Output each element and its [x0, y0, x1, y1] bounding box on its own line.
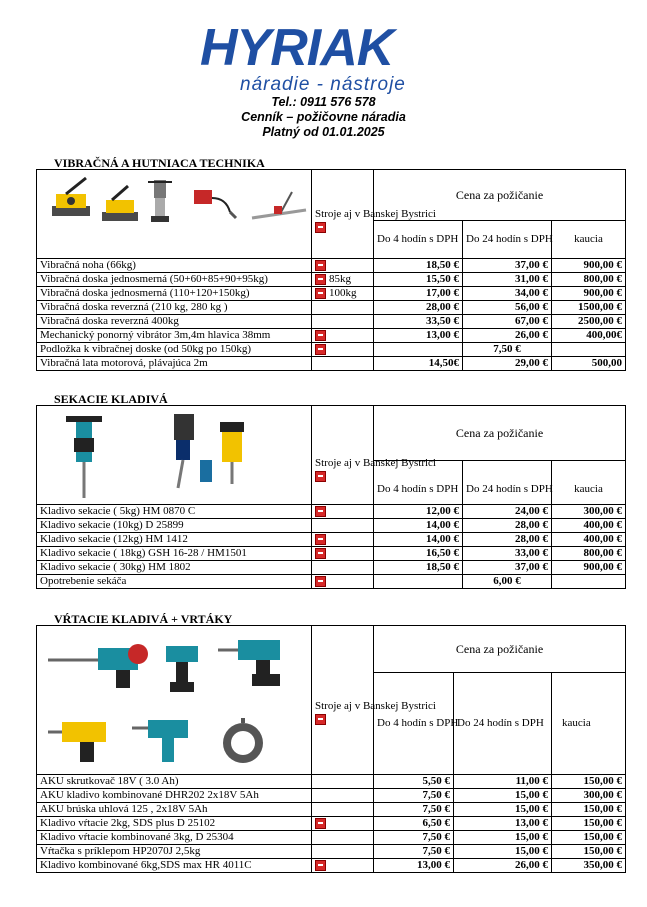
item-name: Vibračná lata motorová, plávajúca 2m	[37, 357, 312, 371]
price-h4: 13,00 €	[374, 859, 454, 873]
brand-tagline: náradie - nástroje	[240, 74, 406, 95]
deposit-value: 2500,00 €	[552, 315, 626, 329]
deposit-value: 300,00 €	[552, 505, 626, 519]
availability-cell	[312, 561, 374, 575]
deposit-value	[552, 343, 626, 357]
availability-cell	[312, 789, 374, 803]
item-name: Opotrebenie sekáča	[37, 575, 312, 589]
price-h4: 6,50 €	[374, 817, 454, 831]
price-h24: 15,00 €	[454, 845, 552, 859]
marker-icon	[315, 471, 326, 482]
marker-icon	[315, 860, 326, 871]
rotary-hammer-icon	[46, 632, 156, 692]
item-name: Vŕtačka s príklepom HP2070J 2,5kg	[37, 845, 312, 859]
table-row	[37, 775, 626, 789]
marker-icon	[315, 288, 326, 299]
price-header: Cena za požičanie	[374, 406, 626, 461]
table-row	[37, 315, 626, 329]
price-h4: 14,00 €	[374, 533, 463, 547]
table-row	[37, 259, 626, 273]
deposit-value: 150,00 €	[552, 803, 626, 817]
availability-cell	[312, 845, 374, 859]
price-h24: 7,50 €	[463, 343, 552, 357]
price-h24: 26,00 €	[454, 859, 552, 873]
table-row	[37, 547, 626, 561]
h24-header: Do 24 hodín s DPH	[463, 221, 552, 259]
table-row	[37, 533, 626, 547]
item-name: Kladivo sekacie ( 30kg) HM 1802	[37, 561, 312, 575]
deposit-value: 150,00 €	[552, 831, 626, 845]
price-h24: 37,00 €	[463, 259, 552, 273]
price-h24: 26,00 €	[463, 329, 552, 343]
table-row	[37, 273, 626, 287]
tools-image	[37, 406, 312, 505]
price-h4: 18,50 €	[374, 561, 463, 575]
deposit-header: kaucia	[552, 461, 626, 505]
deposit-value: 500,00	[552, 357, 626, 371]
price-h4	[374, 343, 463, 357]
concrete-vibrator-icon	[190, 186, 240, 220]
availability-note: 85kg	[329, 273, 351, 285]
price-h24: 11,00 €	[454, 775, 552, 789]
phone: Tel.: 0911 576 578	[271, 95, 376, 109]
h4-header: Do 4 hodín s DPH	[374, 673, 454, 775]
item-name: Vibračná doska jednosmerná (110+120+150kg)	[37, 287, 312, 301]
availability-cell	[312, 357, 374, 371]
item-name: AKU kladivo kombinované DHR202 2x18V 5Ah	[37, 789, 312, 803]
tools-image	[37, 170, 312, 259]
deposit-value: 150,00 €	[552, 845, 626, 859]
deposit-value: 1500,00 €	[552, 301, 626, 315]
deposit-value: 900,00 €	[552, 259, 626, 273]
marker-icon	[315, 818, 326, 829]
table-row	[37, 831, 626, 845]
price-h24: 29,00 €	[463, 357, 552, 371]
h4-header: Do 4 hodín s DPH	[374, 221, 463, 259]
tools-image	[37, 626, 312, 775]
deposit-value: 800,00 €	[552, 547, 626, 561]
price-h4: 5,50 €	[374, 775, 454, 789]
deposit-value: 900,00 €	[552, 287, 626, 301]
rammer-icon	[144, 176, 176, 226]
availability-cell	[312, 301, 374, 315]
marker-icon	[315, 260, 326, 271]
availability-cell	[312, 831, 374, 845]
availability-cell	[312, 575, 374, 589]
price-h4	[374, 575, 463, 589]
validity: Platný od 01.01.2025	[262, 125, 385, 139]
brand-logo	[200, 19, 440, 96]
marker-icon	[315, 330, 326, 341]
item-name: Vibračná noha (66kg)	[37, 259, 312, 273]
price-h24: 15,00 €	[454, 831, 552, 845]
availability-cell	[312, 343, 374, 357]
table-row	[37, 789, 626, 803]
marker-icon	[315, 576, 326, 587]
availability-cell	[312, 775, 374, 789]
price-h4: 14,50€	[374, 357, 463, 371]
price-table-vibration	[36, 169, 626, 371]
document-title: Cenník – požičovne náradia	[241, 110, 406, 124]
deposit-value: 400,00 €	[552, 533, 626, 547]
marker-icon	[315, 274, 326, 285]
plate-compactor-icon	[46, 176, 96, 226]
item-name: Kladivo sekacie ( 18kg) GSH 16-28 / HM1501	[37, 547, 312, 561]
availability-cell	[312, 547, 374, 561]
price-h4: 7,50 €	[374, 789, 454, 803]
item-name: Mechanický ponorný vibrátor 3m,4m hlavica 38mm	[37, 329, 312, 343]
item-name: AKU brúska uhlová 125 , 2x18V 5Ah	[37, 803, 312, 817]
table-row	[37, 561, 626, 575]
availability-cell	[312, 505, 374, 519]
item-name: AKU skrutkovač 18V ( 3.0 Ah)	[37, 775, 312, 789]
table-row	[37, 803, 626, 817]
price-h24: 28,00 €	[463, 519, 552, 533]
price-table-drilling	[36, 625, 626, 873]
demolition-hammer-large-icon	[62, 410, 106, 500]
price-header: Cena za požičanie	[374, 170, 626, 221]
deposit-value: 300,00 €	[552, 789, 626, 803]
availability-cell	[312, 259, 374, 273]
marker-icon	[315, 714, 326, 725]
price-h24: 13,00 €	[454, 817, 552, 831]
availability-cell	[312, 273, 374, 287]
deposit-value: 900,00 €	[552, 561, 626, 575]
price-h4: 7,50 €	[374, 803, 454, 817]
deposit-header: kaucia	[552, 673, 626, 775]
item-name: Kladivo kombinované 6kg,SDS max HR 4011C	[37, 859, 312, 873]
h4-header: Do 4 hodín s DPH	[374, 461, 463, 505]
impact-drill-icon	[128, 710, 198, 770]
section-title: SEKACIE KLADIVÁ	[54, 392, 168, 406]
plate-compactor-reversible-icon	[98, 182, 142, 226]
price-h4: 7,50 €	[374, 831, 454, 845]
item-name: Kladivo sekacie ( 5kg) HM 0870 C	[37, 505, 312, 519]
price-h24: 28,00 €	[463, 533, 552, 547]
price-h4: 28,00 €	[374, 301, 463, 315]
marker-icon	[315, 222, 326, 233]
price-h4: 14,00 €	[374, 519, 463, 533]
marker-icon	[315, 548, 326, 559]
deposit-value: 150,00 €	[552, 775, 626, 789]
price-h24: 37,00 €	[463, 561, 552, 575]
item-name: Kladivo vŕtacie 2kg, SDS plus D 25102	[37, 817, 312, 831]
price-h24: 24,00 €	[463, 505, 552, 519]
table-row	[37, 575, 626, 589]
price-h24: 31,00 €	[463, 273, 552, 287]
section-title: VŔTACIE KLADIVÁ + VRTÁKY	[54, 612, 233, 626]
availability-label: Stroje aj v Banskej Bystrici	[315, 208, 436, 220]
price-h4: 18,50 €	[374, 259, 463, 273]
table-row	[37, 505, 626, 519]
deposit-value: 400,00 €	[552, 519, 626, 533]
table-row	[37, 301, 626, 315]
section-title: VIBRAČNÁ A HUTNIACA TECHNIKA	[54, 156, 265, 170]
availability-label: Stroje aj v Banskej Bystrici	[315, 700, 436, 712]
price-h24: 15,00 €	[454, 789, 552, 803]
availability-cell	[312, 803, 374, 817]
table-row	[37, 845, 626, 859]
price-h4: 7,50 €	[374, 845, 454, 859]
price-h4: 33,50 €	[374, 315, 463, 329]
price-h24: 67,00 €	[463, 315, 552, 329]
price-h24: 15,00 €	[454, 803, 552, 817]
table-row	[37, 817, 626, 831]
price-h4: 15,50 €	[374, 273, 463, 287]
availability-cell	[312, 817, 374, 831]
price-h4: 17,00 €	[374, 287, 463, 301]
deposit-value: 400,00€	[552, 329, 626, 343]
item-name: Vibračná doska reverzná 400kg	[37, 315, 312, 329]
price-table-demolition	[36, 405, 626, 589]
availability-cell	[312, 329, 374, 343]
marker-icon	[315, 506, 326, 517]
table-row	[37, 287, 626, 301]
h24-header: Do 24 hodín s DPH	[454, 673, 552, 775]
availability-cell	[312, 533, 374, 547]
item-name: Kladivo vŕtacie kombinované 3kg, D 25304	[37, 831, 312, 845]
cordless-drill-icon	[158, 640, 204, 696]
core-bit-icon	[218, 718, 268, 768]
availability-cell	[312, 287, 374, 301]
deposit-value: 150,00 €	[552, 817, 626, 831]
demolition-hammer-yellow-icon	[212, 416, 252, 486]
price-h4: 12,00 €	[374, 505, 463, 519]
availability-cell	[312, 859, 374, 873]
item-name: Vibračná doska jednosmerná (50+60+85+90+95kg)	[37, 273, 312, 287]
price-h4: 16,50 €	[374, 547, 463, 561]
price-h24: 56,00 €	[463, 301, 552, 315]
cordless-rotary-hammer-icon	[216, 630, 298, 690]
marker-icon	[315, 534, 326, 545]
price-h24: 6,00 €	[463, 575, 552, 589]
deposit-value: 800,00 €	[552, 273, 626, 287]
price-h24: 34,00 €	[463, 287, 552, 301]
table-row	[37, 859, 626, 873]
availability-cell	[312, 315, 374, 329]
marker-icon	[315, 344, 326, 355]
hammer-drill-yellow-icon	[46, 714, 116, 766]
item-name: Kladivo sekacie (10kg) D 25899	[37, 519, 312, 533]
price-header: Cena za požičanie	[374, 626, 626, 673]
item-name: Podložka k vibračnej doske (od 50kg po 150kg)	[37, 343, 312, 357]
price-h4: 13,00 €	[374, 329, 463, 343]
table-row	[37, 329, 626, 343]
table-row	[37, 519, 626, 533]
availability-cell	[312, 519, 374, 533]
deposit-value: 350,00 €	[552, 859, 626, 873]
item-name: Vibračná doska reverzná (210 kg, 280 kg )	[37, 301, 312, 315]
availability-label: Stroje aj v Banskej Bystrici	[315, 457, 436, 469]
brand-name: HYRIAK	[200, 19, 394, 77]
price-h24: 33,00 €	[463, 547, 552, 561]
vibrating-screed-icon	[250, 188, 308, 222]
table-row	[37, 343, 626, 357]
item-name: Kladivo sekacie (12kg) HM 1412	[37, 533, 312, 547]
demolition-hammer-medium-icon	[148, 412, 218, 492]
deposit-header: kaucia	[552, 221, 626, 259]
table-row	[37, 357, 626, 371]
deposit-value	[552, 575, 626, 589]
h24-header: Do 24 hodín s DPH	[463, 461, 552, 505]
availability-note: 100kg	[329, 287, 357, 299]
